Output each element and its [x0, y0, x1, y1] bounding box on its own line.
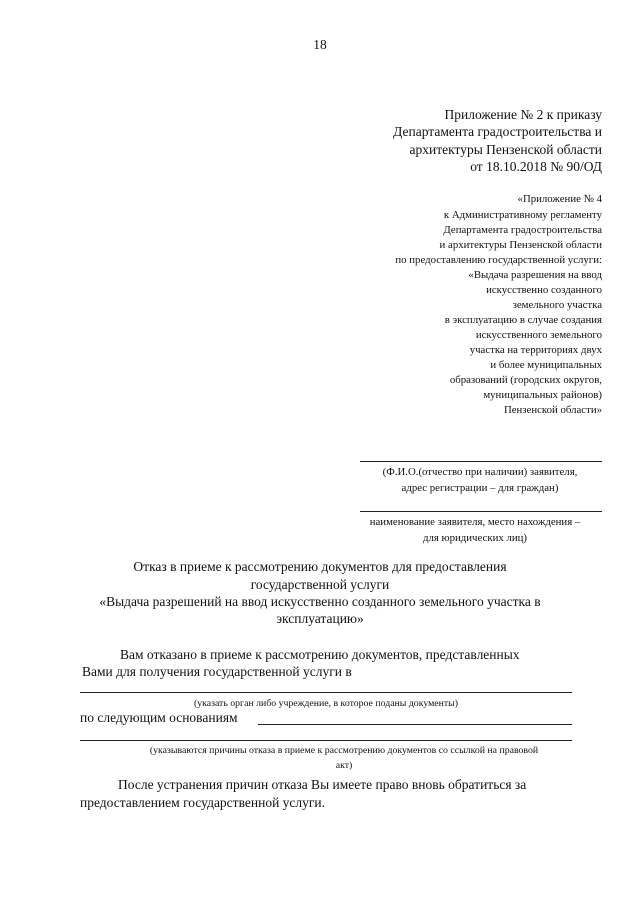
appendix-4-line: участка на территориях двух [469, 344, 602, 356]
grounds-fill-line [258, 724, 572, 725]
retry-text: предоставлением государственной услуги. [80, 795, 326, 810]
appendix-4-line: «Выдача разрешения на ввод [468, 269, 602, 281]
title-line: Отказ в приеме к рассмотрению документов для предоставления [133, 559, 507, 574]
reasons-hint: акт) [335, 760, 353, 771]
appendix-4-line: Департамента градостроительства [443, 224, 602, 236]
appendix-4-line: земельного участка [512, 299, 602, 311]
appendix-4-line: «Приложение № 4 [517, 193, 602, 205]
appendix-2-line: Департамента градостроительства и [393, 124, 602, 139]
organ-hint: (указать орган либо учреждение, в которое поданы документы) [193, 698, 459, 709]
appendix-4-line: и более муниципальных [490, 359, 602, 371]
refusal-text: Вам отказано в приеме к рассмотрению документов, представленных [120, 647, 520, 662]
reasons-hint: (указываются причины отказа в приеме к рассмотрению документов со ссылкой на правовой [149, 745, 539, 756]
organ-fill-line [80, 692, 572, 693]
page-number: 18 [313, 37, 327, 52]
appendix-4-line: к Административному регламенту [443, 209, 602, 221]
appendix-4-line: образований (городских округов, [449, 374, 602, 386]
applicant-person-line [360, 461, 602, 462]
appendix-4-line: искусственно созданного [486, 284, 602, 296]
appendix-4-line: в эксплуатацию в случае создания [444, 314, 602, 326]
reasons-fill-line [80, 740, 572, 741]
title-line: эксплуатацию» [276, 611, 364, 626]
appendix-2-line: Приложение № 2 к приказу [444, 107, 602, 122]
appendix-4-line: и архитектуры Пензенской области [439, 239, 602, 251]
appendix-4-line: Пензенской области» [503, 404, 602, 416]
applicant-org-hint: наименование заявителя, место нахождения – [369, 516, 581, 528]
title-line: государственной услуги [250, 577, 390, 592]
retry-text: После устранения причин отказа Вы имеете право вновь обратиться за [118, 777, 527, 792]
applicant-org-line [360, 511, 602, 512]
title-line: «Выдача разрешений на ввод искусственно созданного земельного участка в [99, 594, 541, 609]
appendix-4-line: искусственного земельного [475, 329, 602, 341]
applicant-org-hint: для юридических лиц) [422, 532, 527, 544]
appendix-4-line: по предоставлению государственной услуги: [395, 254, 602, 266]
appendix-4-line: муниципальных районов) [483, 389, 602, 401]
refusal-text: Вами для получения государственной услуги в [82, 664, 352, 679]
applicant-person-hint: (Ф.И.О.(отчество при наличии) заявителя, [382, 466, 578, 478]
appendix-2-line: от 18.10.2018 № 90/ОД [470, 159, 602, 174]
applicant-person-hint: адрес регистрации – для граждан) [401, 482, 559, 494]
appendix-2-line: архитектуры Пензенской области [409, 142, 602, 157]
grounds-label: по следующим основаниям [80, 710, 238, 725]
